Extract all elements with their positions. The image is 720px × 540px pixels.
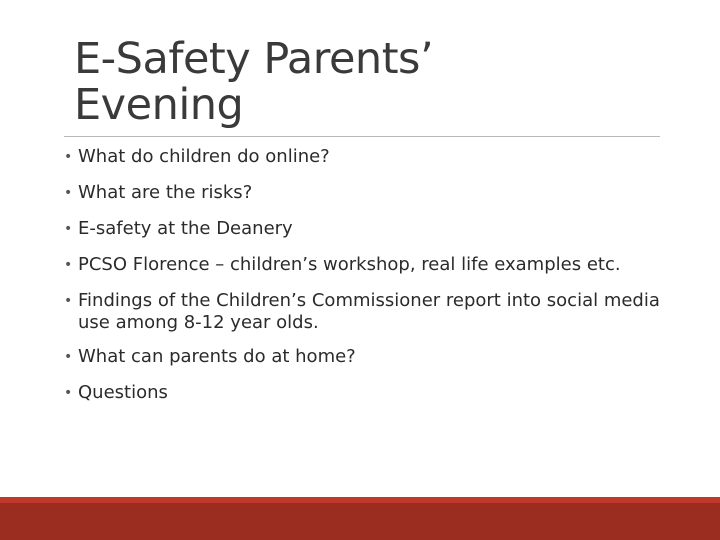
- bullet-list: [64, 146, 684, 418]
- bullet-text: E-safety at the Deanery: [78, 218, 293, 239]
- bullet-text: What are the risks?: [78, 182, 253, 203]
- slide-title-line-1: E-Safety Parents’: [74, 34, 434, 84]
- bullet-dot-icon: •: [64, 257, 73, 273]
- bullet-dot-icon: •: [64, 221, 73, 237]
- footer-accent-stripe: [0, 497, 720, 503]
- footer-bar: [0, 497, 720, 540]
- bullet-text: What do children do online?: [78, 146, 330, 167]
- title-divider: [64, 136, 660, 137]
- bullet-text: Questions: [78, 382, 168, 403]
- bullet-item: [64, 254, 684, 276]
- bullet-dot-icon: •: [64, 385, 73, 401]
- slide-title: [74, 36, 634, 128]
- bullet-dot-icon: •: [64, 293, 73, 309]
- bullet-item: [64, 290, 684, 334]
- bullet-text: What can parents do at home?: [78, 346, 356, 367]
- bullet-text: Findings of the Children’s Commissioner report into social media use among 8-12 year olds.: [78, 290, 660, 333]
- bullet-item: [64, 218, 684, 240]
- bullet-item: [64, 382, 684, 404]
- bullet-dot-icon: •: [64, 185, 73, 201]
- bullet-dot-icon: •: [64, 149, 73, 165]
- bullet-item: [64, 182, 684, 204]
- slide-title-line-2: Evening: [74, 80, 244, 130]
- bullet-item: [64, 146, 684, 168]
- bullet-item: [64, 346, 684, 368]
- bullet-text: PCSO Florence – children’s workshop, real life examples etc.: [78, 254, 621, 275]
- bullet-dot-icon: •: [64, 349, 73, 365]
